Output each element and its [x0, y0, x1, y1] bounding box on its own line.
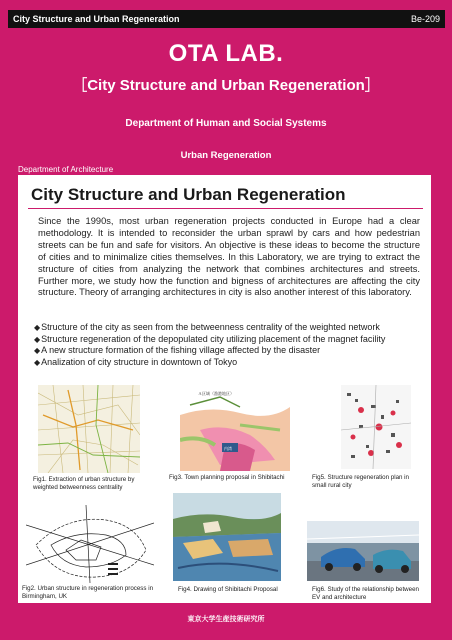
- fig3-caption: Fig3. Town planning proposal in Shibitachi: [169, 474, 285, 481]
- department-name: Department of Human and Social Systems: [125, 118, 327, 129]
- fig5-rural-plan-image: [341, 385, 411, 469]
- lab-subtitle: ［City Structure and Urban Regeneration］: [72, 77, 380, 94]
- fig2-caption: Fig2. Urban structure in regeneration process in Birmingham, UK: [22, 585, 154, 600]
- content-panel: [18, 175, 431, 603]
- fig6-ev-image: [307, 521, 419, 581]
- fig4-caption: Fig4. Drawing of Shibitachi Proposal: [178, 586, 278, 593]
- topic-item: ◆ Structure of the city as seen from the betweenness centrality of the weighted network: [34, 322, 426, 334]
- fig6-caption: Fig6. Study of the relationship between EV and architecture: [312, 586, 419, 601]
- topic-item: ◆ A new structure formation of the fishing village affected by the disaster: [34, 345, 426, 357]
- fig3-map-label: Ａ区域（漁港地区）: [198, 391, 234, 396]
- research-field: Urban Regeneration: [180, 150, 272, 161]
- institute-footer: 東京大学生産技術研究所: [187, 616, 265, 623]
- section-title: City Structure and Urban Regeneration: [31, 185, 346, 204]
- top-header-bar: [8, 10, 445, 28]
- research-topics-list: [34, 322, 426, 368]
- fig3-town-plan-image: [180, 385, 290, 471]
- topic-item: ◆ Analization of city structure in downtown of Tokyo: [34, 357, 426, 369]
- fig5-caption: Fig5. Structure regeneration plan in small rural city: [312, 474, 409, 489]
- fig1-network-image: [38, 385, 140, 473]
- fig3-area-label: 内湾: [224, 446, 232, 451]
- poster-code: Be-209: [410, 14, 440, 24]
- bar-title: City Structure and Urban Regeneration: [13, 14, 180, 24]
- title-divider: [28, 208, 423, 209]
- lab-title: OTA LAB.: [168, 40, 284, 67]
- department-architecture: Department of Architecture: [18, 165, 114, 174]
- intro-paragraph: Since the 1990s, most urban regeneration projects conducted in Europe had a clear methodology. It is intended to reconsider the urban sprawl by cars and how pedestrian streets can be fun and safe for visitors. An objective is these ideas to become the structure of cities and to minimalize cities themselves. In this Laboratory, we are trying to extract the structure of cities from analyzing the network that combines architectures and streets. Further more, we study how the function and bigness of architectures are affecting the city structure. Theory of arranging architectures in city is also another interest of this laboratory.: [38, 216, 420, 298]
- fig4-drawing-image: [173, 493, 281, 581]
- topic-item: ◆ Structure regeneration of the depopulated city utilizing placement of the magnet facility: [34, 334, 426, 346]
- fig1-caption: Fig1. Extraction of urban structure by weighted betweenness centrality: [33, 476, 135, 491]
- fig2-birmingham-image: [26, 505, 154, 583]
